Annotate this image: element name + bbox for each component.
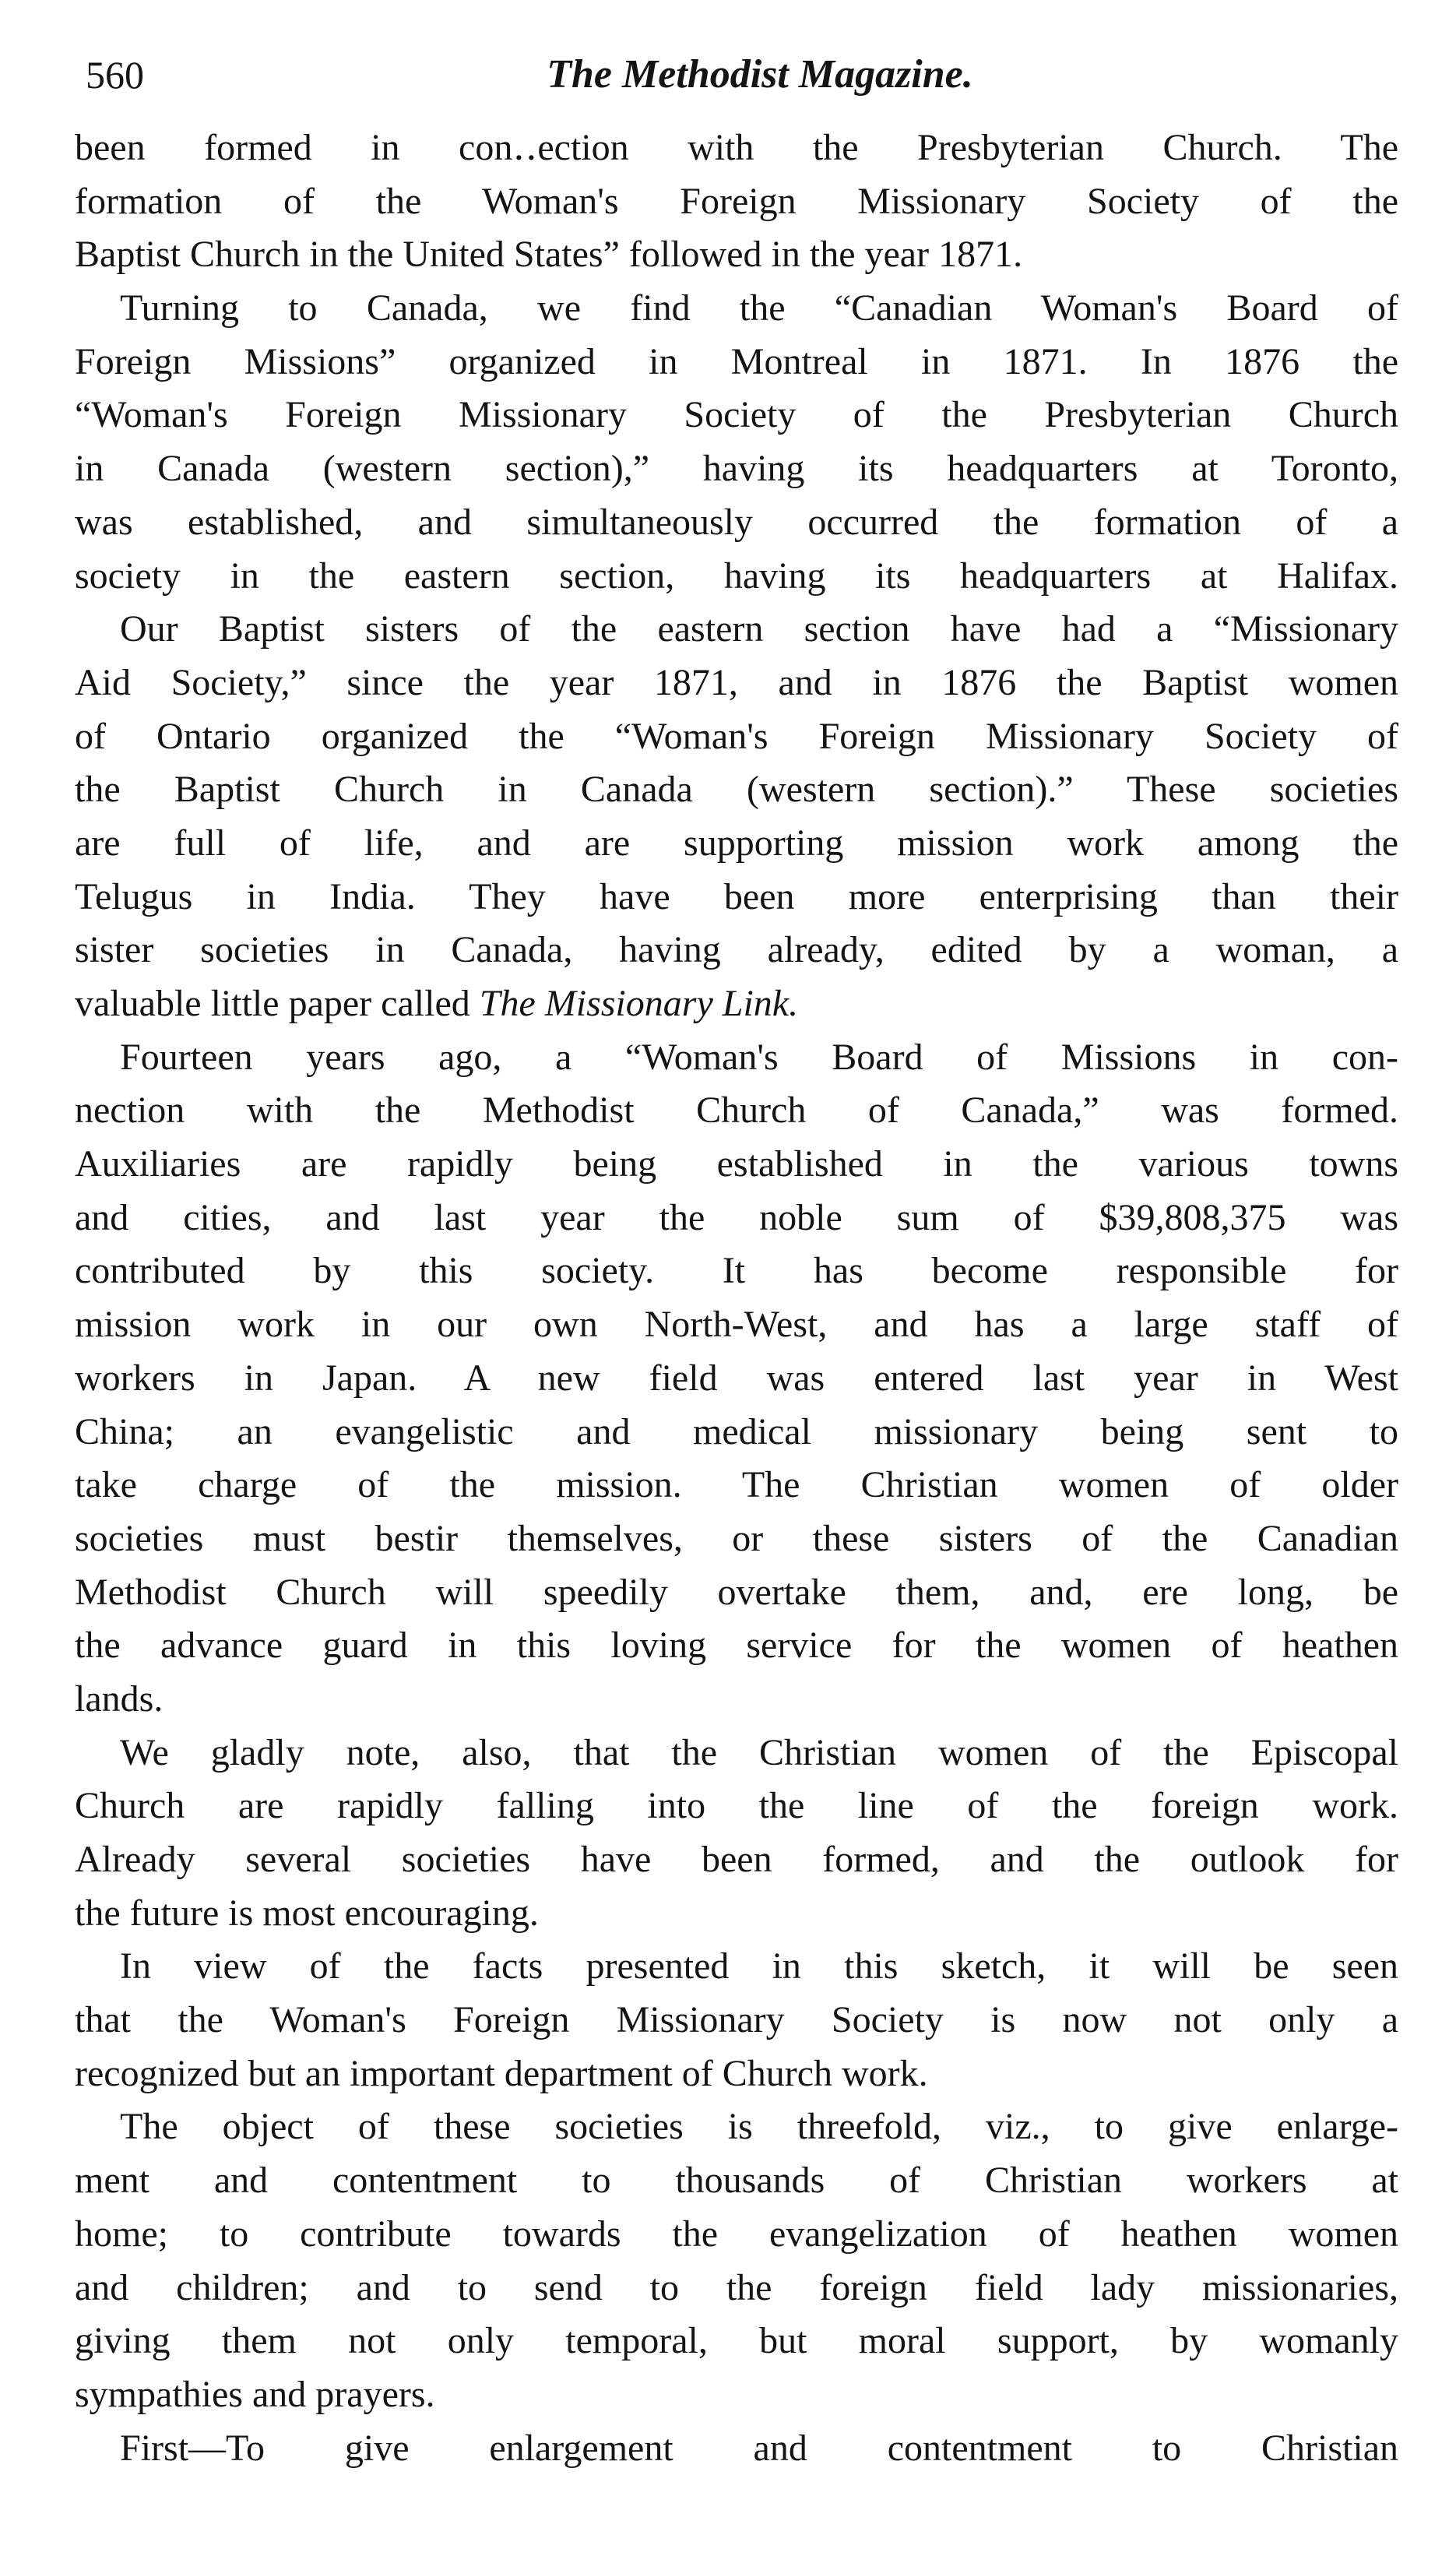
text-line: the future is most encouraging. — [75, 1892, 539, 1934]
text-line: contributed by this society. It has become responsible for — [75, 1250, 1398, 1292]
text-line: that the Woman's Foreign Missionary Society is now not only a — [75, 1999, 1398, 2041]
text-line: Methodist Church will speedily overtake them, and, ere long, be — [75, 1571, 1398, 1613]
text-line: of Ontario organized the “Woman's Foreign Missionary Society of — [75, 715, 1398, 757]
text-line: giving them not only temporal, but moral support, by womanly — [75, 2320, 1398, 2362]
text-line: been formed in con‥ection with the Presbyterian Church. The — [75, 127, 1398, 168]
text-line: workers in Japan. A new field was entered last year in West — [75, 1357, 1398, 1399]
periodical-title: The Missionary Link. — [479, 983, 799, 1024]
text-line: was established, and simultaneously occurred the formation of a — [75, 501, 1398, 543]
text-line: society in the eastern section, having its headquarters at Halifax. — [75, 555, 1398, 597]
text-line: Fourteen years ago, a “Woman's Board of Missions in con- — [120, 1036, 1398, 1078]
text-line: and children; and to send to the foreign field lady missionaries, — [75, 2266, 1398, 2308]
text-line: China; an evangelistic and medical missionary being sent to — [75, 1410, 1398, 1452]
text-line: ment and contentment to thousands of Christian workers at — [75, 2160, 1398, 2202]
text-line: lands. — [75, 1678, 164, 1720]
paragraph — [75, 1031, 1398, 1727]
paragraph — [75, 2422, 1398, 2476]
text-line: in Canada (western section),” having its headquarters at Toronto, — [75, 448, 1398, 490]
text-segment: valuable little paper called — [75, 983, 480, 1024]
text-line: Aid Society,” since the year 1871, and in 1876 the Baptist women — [75, 661, 1398, 703]
text-line: Baptist Church in the United States” followed in the year 1871. — [75, 234, 1023, 276]
paragraph — [75, 603, 1398, 1031]
text-line: take charge of the mission. The Christian women of older — [75, 1464, 1398, 1506]
body-text — [75, 121, 1398, 2475]
text-line: home; to contribute towards the evangelization of heathen women — [75, 2213, 1398, 2255]
page-number: 560 — [86, 53, 144, 97]
text-line: sister societies in Canada, having already, edited by a woman, a — [75, 929, 1398, 971]
paragraph — [75, 282, 1398, 603]
text-line: recognized but an important department of Church work. — [75, 2052, 928, 2094]
text-line: “Woman's Foreign Missionary Society of the Presbyterian Church — [75, 394, 1398, 436]
text-line: Telugus in India. They have been more enterprising than their — [75, 875, 1398, 917]
text-line: Turning to Canada, we find the “Canadian Woman's Board of — [120, 287, 1398, 329]
document-page — [75, 51, 1398, 2475]
text-line: the Baptist Church in Canada (western section).” These societies — [75, 769, 1398, 811]
paragraph — [75, 1727, 1398, 1941]
text-line: Already several societies have been formed, and the outlook for — [75, 1839, 1398, 1880]
text-line: nection with the Methodist Church of Canada,” was formed. — [75, 1090, 1398, 1132]
text-line: Foreign Missions” organized in Montreal in 1871. In 1876 the — [75, 340, 1398, 382]
text-line: We gladly note, also, that the Christian women of the Episcopal — [120, 1731, 1398, 1773]
text-line: Auxiliaries are rapidly being established in the various towns — [75, 1143, 1398, 1185]
running-title: The Methodist Magazine. — [547, 52, 973, 97]
text-line: Church are rapidly falling into the line of the foreign work. — [75, 1785, 1398, 1827]
text-line: sympathies and prayers. — [75, 2373, 435, 2415]
text-line — [75, 977, 1398, 1031]
text-line: and cities, and last year the noble sum of $39,808,375 was — [75, 1196, 1398, 1238]
text-line: are full of life, and are supporting mission work among the — [75, 822, 1398, 864]
text-line: Our Baptist sisters of the eastern section have had a “Missionary — [120, 608, 1398, 650]
text-line: the advance guard in this loving service for the women of heathen — [75, 1625, 1398, 1667]
paragraph — [75, 2100, 1398, 2421]
paragraph — [75, 1940, 1398, 2100]
text-line: First—To give enlargement and contentment to Christian — [120, 2427, 1398, 2469]
text-line: In view of the facts presented in this sketch, it will be seen — [120, 1945, 1398, 1987]
text-line: The object of these societies is threefold, viz., to give enlarge- — [120, 2106, 1398, 2148]
paragraph — [75, 121, 1398, 282]
text-line: formation of the Woman's Foreign Missionary Society of the — [75, 180, 1398, 222]
text-line: mission work in our own North-West, and has a large staff of — [75, 1304, 1398, 1346]
page-header — [75, 51, 1398, 121]
text-line: societies must bestir themselves, or these sisters of the Canadian — [75, 1517, 1398, 1559]
